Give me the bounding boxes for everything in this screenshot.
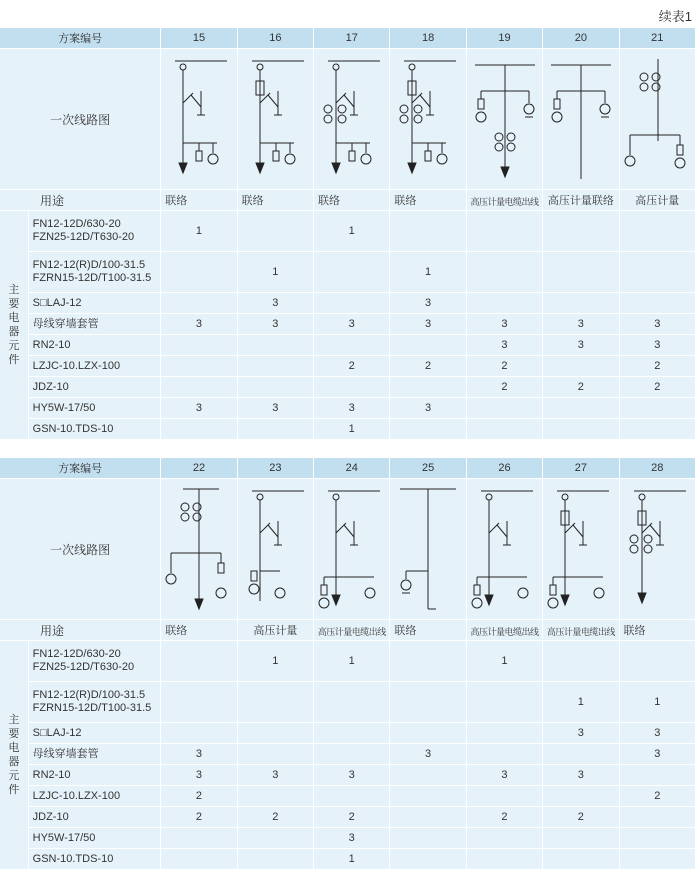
group-label-char: 器 bbox=[8, 756, 20, 768]
circuit-diagram-cell bbox=[161, 479, 237, 620]
component-model: FN12-12(R)D/100-31.5 bbox=[32, 259, 146, 271]
component-quantity bbox=[543, 356, 619, 377]
component-quantity bbox=[619, 641, 695, 682]
diagram-label: 一次线路图 bbox=[0, 479, 161, 620]
component-name bbox=[28, 252, 161, 293]
scheme-number: 24 bbox=[314, 458, 390, 479]
group-label-char: 器 bbox=[8, 326, 20, 338]
component-quantity bbox=[237, 335, 313, 356]
component-quantity: 2 bbox=[619, 356, 695, 377]
component-quantity bbox=[466, 786, 542, 807]
circuit-diagram-cell bbox=[466, 49, 542, 190]
component-quantity bbox=[237, 211, 313, 252]
component-quantity bbox=[390, 828, 466, 849]
component-quantity bbox=[237, 786, 313, 807]
circuit-diagram-cell bbox=[390, 479, 466, 620]
circuit-diagram bbox=[161, 51, 237, 187]
component-quantity: 3 bbox=[390, 398, 466, 419]
scheme-number: 23 bbox=[237, 458, 313, 479]
component-quantity: 2 bbox=[237, 807, 313, 828]
component-quantity: 3 bbox=[390, 314, 466, 335]
component-quantity bbox=[466, 682, 542, 723]
circuit-diagram bbox=[620, 481, 696, 617]
component-quantity bbox=[390, 786, 466, 807]
component-quantity: 2 bbox=[314, 356, 390, 377]
circuit-diagram bbox=[543, 481, 619, 617]
scheme-number: 19 bbox=[466, 28, 542, 49]
diagram-row bbox=[0, 479, 696, 620]
circuit-diagram-cell bbox=[543, 479, 619, 620]
component-quantity: 1 bbox=[314, 849, 390, 870]
scheme-number: 16 bbox=[237, 28, 313, 49]
component-quantity bbox=[466, 211, 542, 252]
main-components-group-label bbox=[0, 641, 28, 870]
continued-label: 续表1 bbox=[658, 9, 692, 24]
component-quantity: 3 bbox=[237, 293, 313, 314]
component-quantity bbox=[390, 641, 466, 682]
component-row bbox=[0, 314, 696, 335]
component-quantity bbox=[543, 849, 619, 870]
usage-value: 联络 bbox=[161, 190, 237, 211]
component-quantity bbox=[314, 682, 390, 723]
component-quantity: 3 bbox=[237, 765, 313, 786]
component-quantity: 3 bbox=[619, 314, 695, 335]
component-model: FZRN15-12D/T100-31.5 bbox=[32, 272, 152, 284]
component-quantity bbox=[619, 765, 695, 786]
scheme-number: 15 bbox=[161, 28, 237, 49]
component-model: FZN25-12D/T630-20 bbox=[32, 661, 135, 673]
circuit-diagram-cell bbox=[619, 479, 695, 620]
component-quantity: 2 bbox=[466, 377, 542, 398]
group-label-char: 元 bbox=[8, 340, 20, 352]
group-label-char: 件 bbox=[8, 354, 20, 366]
circuit-diagram-cell bbox=[390, 49, 466, 190]
component-quantity: 3 bbox=[314, 765, 390, 786]
circuit-diagram bbox=[467, 51, 543, 187]
component-model: JDZ-10 bbox=[32, 380, 69, 393]
component-name bbox=[28, 293, 161, 314]
component-quantity bbox=[466, 293, 542, 314]
component-quantity: 1 bbox=[543, 682, 619, 723]
component-model: FZRN15-12D/T100-31.5 bbox=[32, 702, 152, 714]
component-quantity bbox=[314, 723, 390, 744]
component-row bbox=[0, 398, 696, 419]
component-quantity bbox=[543, 252, 619, 293]
component-quantity: 3 bbox=[161, 744, 237, 765]
component-name bbox=[28, 723, 161, 744]
component-quantity bbox=[619, 419, 695, 440]
diagram-row bbox=[0, 49, 696, 190]
component-quantity bbox=[161, 641, 237, 682]
component-quantity: 3 bbox=[543, 765, 619, 786]
component-name bbox=[28, 682, 161, 723]
circuit-diagram bbox=[543, 51, 619, 187]
circuit-diagram-cell bbox=[237, 479, 313, 620]
circuit-diagram bbox=[390, 51, 466, 187]
component-model: HY5W-17/50 bbox=[32, 401, 96, 414]
component-row bbox=[0, 682, 696, 723]
component-name bbox=[28, 314, 161, 335]
component-model: S□LAJ-12 bbox=[32, 726, 82, 739]
component-quantity: 1 bbox=[619, 682, 695, 723]
component-quantity: 3 bbox=[314, 828, 390, 849]
group-label-char: 主 bbox=[8, 284, 20, 296]
circuit-diagram-cell bbox=[237, 49, 313, 190]
component-row bbox=[0, 744, 696, 765]
component-quantity bbox=[161, 335, 237, 356]
component-quantity bbox=[466, 828, 542, 849]
component-quantity bbox=[314, 252, 390, 293]
usage-row bbox=[0, 190, 696, 211]
component-quantity: 3 bbox=[543, 335, 619, 356]
component-quantity bbox=[314, 293, 390, 314]
component-quantity bbox=[619, 807, 695, 828]
component-model: 母线穿墙套管 bbox=[32, 317, 99, 330]
component-quantity bbox=[466, 419, 542, 440]
group-label-char: 元 bbox=[8, 770, 20, 782]
component-quantity: 2 bbox=[161, 807, 237, 828]
scheme-number: 22 bbox=[161, 458, 237, 479]
component-quantity: 1 bbox=[314, 419, 390, 440]
scheme-number: 25 bbox=[390, 458, 466, 479]
component-quantity bbox=[237, 682, 313, 723]
component-quantity bbox=[619, 252, 695, 293]
circuit-diagram bbox=[390, 481, 466, 617]
component-quantity bbox=[543, 211, 619, 252]
usage-value: 联络 bbox=[390, 620, 466, 641]
component-quantity: 3 bbox=[543, 314, 619, 335]
component-model: GSN-10.TDS-10 bbox=[32, 852, 114, 865]
component-quantity: 2 bbox=[161, 786, 237, 807]
scheme-label: 方案编号 bbox=[0, 28, 161, 49]
group-label-char: 要 bbox=[8, 728, 20, 740]
component-quantity: 2 bbox=[466, 356, 542, 377]
component-quantity bbox=[619, 398, 695, 419]
scheme-number: 26 bbox=[466, 458, 542, 479]
component-quantity: 3 bbox=[314, 314, 390, 335]
component-quantity bbox=[390, 682, 466, 723]
usage-value: 高压计量电缆出线 bbox=[466, 620, 542, 641]
usage-value: 高压计量 bbox=[619, 190, 695, 211]
component-quantity bbox=[161, 682, 237, 723]
component-model: 母线穿墙套管 bbox=[32, 747, 99, 760]
component-row bbox=[0, 293, 696, 314]
component-quantity bbox=[619, 849, 695, 870]
scheme-header-row bbox=[0, 458, 696, 479]
component-quantity bbox=[390, 765, 466, 786]
component-quantity bbox=[161, 293, 237, 314]
component-quantity: 3 bbox=[161, 765, 237, 786]
usage-value: 联络 bbox=[314, 190, 390, 211]
usage-value: 高压计量 bbox=[237, 620, 313, 641]
circuit-diagram-cell bbox=[314, 479, 390, 620]
component-quantity bbox=[161, 723, 237, 744]
component-quantity bbox=[161, 252, 237, 293]
component-quantity: 1 bbox=[161, 211, 237, 252]
component-quantity: 1 bbox=[314, 641, 390, 682]
usage-value: 联络 bbox=[237, 190, 313, 211]
component-quantity: 3 bbox=[237, 314, 313, 335]
circuit-diagram bbox=[314, 481, 390, 617]
component-quantity bbox=[390, 419, 466, 440]
component-quantity: 3 bbox=[237, 398, 313, 419]
usage-value: 高压计量联络 bbox=[543, 190, 619, 211]
component-row bbox=[0, 335, 696, 356]
scheme-number: 18 bbox=[390, 28, 466, 49]
spec-table-2 bbox=[0, 458, 696, 870]
circuit-diagram-cell bbox=[619, 49, 695, 190]
component-quantity: 3 bbox=[466, 765, 542, 786]
component-quantity bbox=[619, 828, 695, 849]
component-name bbox=[28, 211, 161, 252]
main-components-group-label bbox=[0, 211, 28, 440]
diagram-label: 一次线路图 bbox=[0, 49, 161, 190]
component-quantity: 1 bbox=[237, 252, 313, 293]
component-quantity bbox=[237, 723, 313, 744]
component-quantity bbox=[314, 335, 390, 356]
usage-value: 联络 bbox=[390, 190, 466, 211]
component-model: JDZ-10 bbox=[32, 810, 69, 823]
circuit-diagram bbox=[161, 481, 237, 617]
component-model: S□LAJ-12 bbox=[32, 296, 82, 309]
circuit-diagram bbox=[620, 51, 696, 187]
component-row bbox=[0, 849, 696, 870]
component-quantity: 3 bbox=[466, 335, 542, 356]
component-quantity: 1 bbox=[237, 641, 313, 682]
component-row bbox=[0, 356, 696, 377]
component-model: FN12-12(R)D/100-31.5 bbox=[32, 689, 146, 701]
component-row bbox=[0, 419, 696, 440]
component-quantity: 2 bbox=[619, 786, 695, 807]
group-label-char: 要 bbox=[8, 298, 20, 310]
component-quantity: 2 bbox=[543, 377, 619, 398]
component-quantity: 3 bbox=[390, 744, 466, 765]
component-name bbox=[28, 828, 161, 849]
component-quantity: 2 bbox=[543, 807, 619, 828]
component-quantity bbox=[543, 641, 619, 682]
component-quantity bbox=[237, 419, 313, 440]
component-name bbox=[28, 807, 161, 828]
component-name bbox=[28, 335, 161, 356]
component-quantity bbox=[161, 849, 237, 870]
component-quantity bbox=[543, 293, 619, 314]
component-quantity bbox=[466, 252, 542, 293]
component-row bbox=[0, 211, 696, 252]
component-quantity bbox=[619, 211, 695, 252]
component-quantity bbox=[390, 723, 466, 744]
component-quantity bbox=[390, 211, 466, 252]
component-name bbox=[28, 744, 161, 765]
component-name bbox=[28, 849, 161, 870]
component-quantity bbox=[314, 786, 390, 807]
component-quantity: 3 bbox=[619, 744, 695, 765]
component-quantity bbox=[237, 828, 313, 849]
circuit-diagram-cell bbox=[543, 49, 619, 190]
group-label-char: 主 bbox=[8, 714, 20, 726]
component-model: FN12-12D/630-20 bbox=[32, 648, 121, 660]
spec-table-1 bbox=[0, 28, 696, 440]
component-quantity bbox=[390, 849, 466, 870]
component-name bbox=[28, 765, 161, 786]
component-quantity: 1 bbox=[390, 252, 466, 293]
component-model: LZJC-10.LZX-100 bbox=[32, 359, 121, 372]
component-quantity bbox=[619, 293, 695, 314]
component-quantity: 3 bbox=[466, 314, 542, 335]
component-quantity bbox=[390, 807, 466, 828]
component-quantity: 2 bbox=[314, 807, 390, 828]
component-quantity bbox=[466, 398, 542, 419]
scheme-number: 21 bbox=[619, 28, 695, 49]
scheme-number: 27 bbox=[543, 458, 619, 479]
component-quantity: 3 bbox=[161, 398, 237, 419]
component-quantity: 3 bbox=[619, 723, 695, 744]
component-quantity: 3 bbox=[314, 398, 390, 419]
component-row bbox=[0, 765, 696, 786]
circuit-diagram-cell bbox=[466, 479, 542, 620]
component-quantity: 2 bbox=[390, 356, 466, 377]
component-model: RN2-10 bbox=[32, 768, 71, 781]
component-quantity bbox=[161, 377, 237, 398]
component-quantity bbox=[543, 398, 619, 419]
component-quantity bbox=[161, 356, 237, 377]
usage-value: 高压计量电缆出线 bbox=[314, 620, 390, 641]
component-quantity bbox=[543, 419, 619, 440]
component-row bbox=[0, 828, 696, 849]
circuit-diagram bbox=[238, 481, 314, 617]
component-quantity: 2 bbox=[619, 377, 695, 398]
component-quantity bbox=[543, 786, 619, 807]
circuit-diagram bbox=[314, 51, 390, 187]
usage-value: 联络 bbox=[619, 620, 695, 641]
usage-row bbox=[0, 620, 696, 641]
component-quantity bbox=[543, 828, 619, 849]
circuit-diagram bbox=[238, 51, 314, 187]
component-quantity bbox=[237, 744, 313, 765]
component-quantity bbox=[466, 723, 542, 744]
component-name bbox=[28, 786, 161, 807]
scheme-number: 28 bbox=[619, 458, 695, 479]
component-quantity: 1 bbox=[466, 641, 542, 682]
component-model: FZN25-12D/T630-20 bbox=[32, 231, 135, 243]
circuit-diagram bbox=[467, 481, 543, 617]
usage-value: 联络 bbox=[161, 620, 237, 641]
group-label-char: 件 bbox=[8, 784, 20, 796]
component-name bbox=[28, 356, 161, 377]
component-quantity bbox=[237, 356, 313, 377]
circuit-diagram-cell bbox=[161, 49, 237, 190]
circuit-diagram-cell bbox=[314, 49, 390, 190]
usage-label: 用途 bbox=[0, 620, 161, 641]
scheme-header-row bbox=[0, 28, 696, 49]
component-quantity: 3 bbox=[619, 335, 695, 356]
component-quantity bbox=[390, 377, 466, 398]
component-name bbox=[28, 398, 161, 419]
component-quantity: 2 bbox=[466, 807, 542, 828]
scheme-number: 17 bbox=[314, 28, 390, 49]
usage-value: 高压计量电缆出线 bbox=[543, 620, 619, 641]
component-row bbox=[0, 807, 696, 828]
scheme-label: 方案编号 bbox=[0, 458, 161, 479]
component-quantity bbox=[161, 828, 237, 849]
component-quantity bbox=[390, 335, 466, 356]
scheme-number: 20 bbox=[543, 28, 619, 49]
component-quantity bbox=[237, 377, 313, 398]
usage-value: 高压计量电缆出线 bbox=[466, 190, 542, 211]
usage-label: 用途 bbox=[0, 190, 161, 211]
component-name bbox=[28, 377, 161, 398]
component-quantity: 3 bbox=[161, 314, 237, 335]
component-quantity bbox=[314, 744, 390, 765]
component-row bbox=[0, 641, 696, 682]
component-row bbox=[0, 723, 696, 744]
component-model: HY5W-17/50 bbox=[32, 831, 96, 844]
component-name bbox=[28, 419, 161, 440]
component-model: GSN-10.TDS-10 bbox=[32, 422, 114, 435]
component-row bbox=[0, 377, 696, 398]
component-quantity: 3 bbox=[390, 293, 466, 314]
component-quantity: 1 bbox=[314, 211, 390, 252]
component-quantity bbox=[314, 377, 390, 398]
component-quantity: 3 bbox=[543, 723, 619, 744]
component-quantity bbox=[466, 744, 542, 765]
component-quantity bbox=[161, 419, 237, 440]
component-model: FN12-12D/630-20 bbox=[32, 218, 121, 230]
component-quantity bbox=[543, 744, 619, 765]
component-row bbox=[0, 786, 696, 807]
component-model: RN2-10 bbox=[32, 338, 71, 351]
group-label-char: 电 bbox=[8, 312, 20, 324]
component-model: LZJC-10.LZX-100 bbox=[32, 789, 121, 802]
component-quantity bbox=[237, 849, 313, 870]
component-quantity bbox=[466, 849, 542, 870]
component-row bbox=[0, 252, 696, 293]
component-name bbox=[28, 641, 161, 682]
group-label-char: 电 bbox=[8, 742, 20, 754]
